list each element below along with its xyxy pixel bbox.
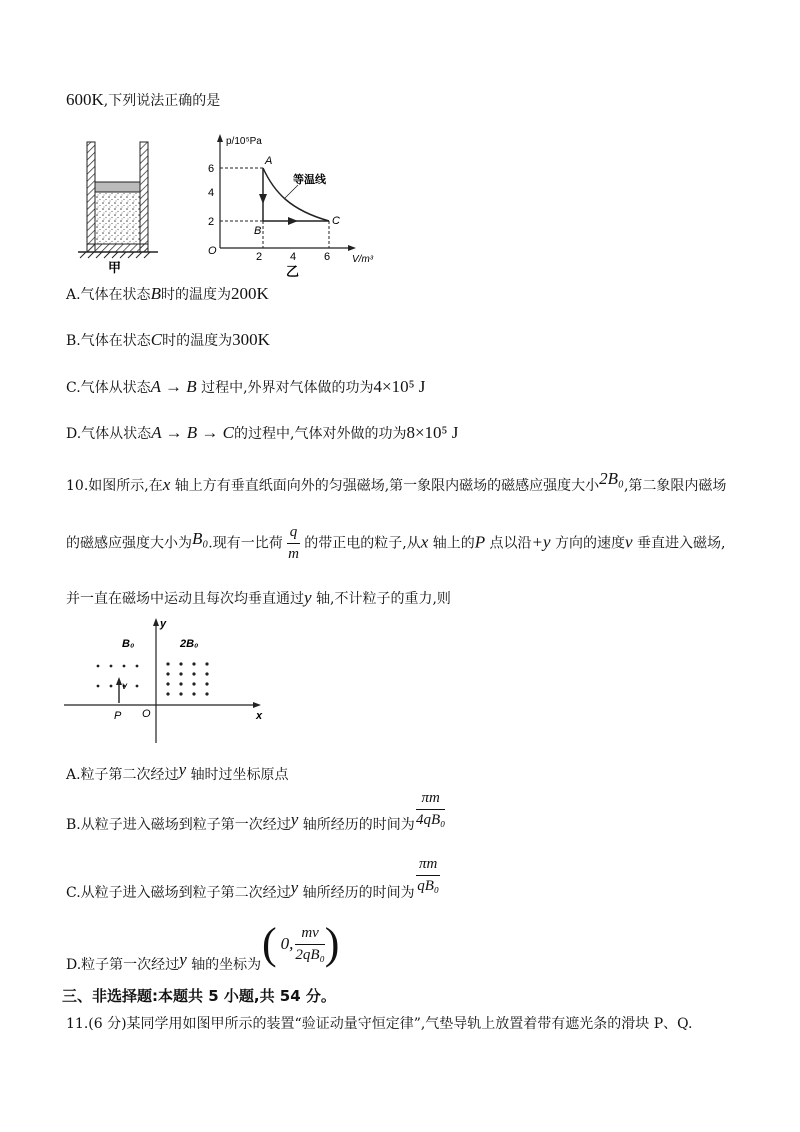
intro-text: ,下列说法正确的是 [103, 93, 221, 109]
origin-o-label: O [142, 708, 151, 720]
q10-option-d [66, 950, 262, 974]
q9-d-path: A → B → C [151, 423, 234, 442]
q10-d-den: 2qB₀ [295, 946, 325, 963]
q10-l2-g: 垂直进入磁场, [637, 535, 726, 552]
q10-l2-a: 的磁感应强度大小为 [66, 535, 192, 552]
q9-b-prefix: B.气体在状态 [66, 333, 151, 349]
q9-c-mid: 过程中,外界对气体做的功为 [201, 380, 374, 396]
q10-b-den: 4qB₀ [416, 812, 446, 828]
q10-l2-x: x [420, 532, 429, 552]
q10-l2-y: +y [531, 532, 551, 552]
q10-b-fraction [416, 790, 445, 829]
q9-c-path: A → B [150, 377, 197, 396]
point-c-label: C [332, 215, 340, 227]
q10-d-a: D.粒子第一次经过 [66, 957, 180, 973]
q10-line-2 [66, 524, 725, 563]
q9-d-prefix: D.气体从状态 [66, 426, 152, 442]
q10-frac-den: m [288, 546, 299, 562]
q10-l1-a: 10.如图所示,在 [66, 478, 163, 494]
q10-charge-ratio [287, 524, 301, 563]
q9-a-prefix: A.气体在状态 [66, 287, 151, 303]
q10-b-a: B.从粒子进入磁场到粒子第一次经过 [66, 817, 291, 833]
q10-l3-b: 轴,不计粒子的重力,则 [316, 591, 451, 607]
q10-c-b: 轴所经历的时间为 [302, 885, 415, 901]
arrow-a-b [259, 194, 267, 204]
label-yi: 乙 [286, 264, 300, 279]
piston [95, 182, 140, 192]
q10-d-coord-left: 0, [280, 934, 294, 953]
p-tick-4: 4 [208, 187, 215, 199]
q9-b-mid: 时的温度为 [162, 333, 233, 349]
y-axis-label: y [160, 618, 167, 630]
section-3-heading: 三、非选择题:本题共 5 小题,共 54 分。 [62, 987, 336, 1005]
q10-b-b: 轴所经历的时间为 [302, 817, 415, 833]
q10-a-y: y [178, 760, 187, 779]
q10-option-c [66, 878, 415, 902]
q10-c-num: πm [416, 856, 440, 876]
q9-a-mid: 时的温度为 [160, 287, 231, 303]
velocity-label: v [122, 681, 127, 692]
arrow-b-c [288, 217, 298, 225]
q11-text: 11.(6 分)某同学用如图甲所示的装置“验证动量守恒定律”,气垫导轨上放置着带有遮光条的滑块 P、Q. [66, 1016, 693, 1032]
point-a-label: A [265, 155, 273, 167]
q10-l2-v: v [625, 532, 633, 552]
q10-b-y: y [290, 810, 299, 829]
q10-d-num: mv [295, 925, 324, 945]
point-b-label: B [254, 225, 262, 237]
p-axis-arrow [217, 134, 223, 142]
ground-hatch [80, 252, 150, 258]
q9-option-c [66, 377, 425, 397]
q10-l1-x: x [162, 475, 171, 494]
q10-frac-num: q [287, 524, 301, 544]
q10-l2-e: 点以沿 [489, 535, 532, 552]
origin-label: O [208, 245, 217, 257]
q9-d-mid: 的过程中,气体对外做的功为 [234, 426, 407, 442]
intro-line [66, 90, 220, 110]
cylinder-right-wall [140, 142, 148, 252]
q10-b-num: πm [416, 790, 445, 810]
q10-option-b [66, 810, 415, 834]
q9-option-a [66, 284, 269, 304]
v-tick-4: 4 [290, 251, 297, 263]
q10-l3-y: y [304, 588, 312, 607]
q10-c-y: y [290, 878, 299, 897]
v-axis-arrow [348, 245, 356, 251]
gas-region [95, 192, 140, 244]
q10-line-1 [66, 469, 727, 495]
b0-label: B₀ [122, 638, 135, 650]
field-dots-2b0 [166, 662, 208, 695]
q9-option-d [66, 423, 458, 443]
q9-d-value: 8×10⁵ J [406, 423, 459, 442]
q10-l2-p: P [474, 532, 486, 552]
cylinder-left-wall [87, 142, 95, 252]
q9-b-var: C [150, 330, 163, 349]
isotherm-pointer [285, 185, 298, 198]
q10-l3-a: 并一直在磁场中运动且每次均垂直通过 [66, 591, 304, 607]
q10-option-a [66, 760, 289, 784]
temperature-value: 600K [66, 90, 104, 109]
y-axis-arrow [153, 618, 159, 626]
q10-l2-d: 轴上的 [432, 535, 475, 552]
q10-l2-b: .现有一比荷 [208, 535, 283, 552]
label-jia: 甲 [108, 260, 122, 275]
q10-d-b: 轴的坐标为 [191, 957, 262, 973]
q10-c-den: qB₀ [417, 878, 440, 894]
x-axis-arrow [253, 702, 261, 708]
p-tick-2: 2 [208, 216, 215, 228]
q10-l2-f: 方向的速度 [555, 535, 626, 552]
q10-l1-b: 轴上方有垂直纸面向外的匀强磁场,第一象限内磁场的磁感应强度大小 [174, 478, 600, 494]
cylinder-bottom [87, 244, 148, 252]
q9-option-b [66, 330, 270, 350]
q10-d-y: y [179, 950, 187, 969]
q10-l1-b0: 2B₀ [599, 469, 624, 488]
p-axis-label: p/10⁵Pa [226, 136, 262, 147]
paren-right: ) [324, 919, 340, 968]
figure-2 [60, 615, 280, 750]
q9-a-var: B [150, 284, 161, 303]
q10-c-fraction [416, 856, 440, 895]
q10-a-a: A.粒子第二次经过 [66, 767, 179, 783]
2b0-label: 2B₀ [180, 638, 199, 650]
q10-l1-c: ,第二象限内磁场 [623, 478, 727, 494]
v-axis-label: V/m³ [352, 254, 374, 265]
q9-c-prefix: C.气体从状态 [66, 380, 151, 396]
point-p-label: P [114, 710, 122, 722]
figure-1 [60, 130, 380, 280]
x-axis-label: x [256, 710, 263, 722]
q10-line-3 [66, 588, 451, 608]
q10-d-fraction [295, 925, 324, 964]
q9-a-value: 200K [230, 284, 269, 303]
paren-left: ( [262, 919, 277, 968]
isotherm-label: 等温线 [293, 174, 326, 186]
q10-a-b: 轴时过坐标原点 [190, 767, 289, 783]
p-tick-6: 6 [208, 163, 215, 175]
q9-b-value: 300K [232, 330, 270, 349]
q9-c-value: 4×10⁵ J [373, 377, 426, 396]
v-tick-2: 2 [256, 251, 263, 263]
q10-l2-b0: B₀ [192, 528, 209, 548]
v-tick-6: 6 [324, 251, 331, 263]
q10-d-coordinate [262, 920, 339, 968]
q10-l2-c: 的带正电的粒子,从 [304, 535, 421, 552]
q10-c-a: C.从粒子进入磁场到粒子第二次经过 [66, 885, 291, 901]
